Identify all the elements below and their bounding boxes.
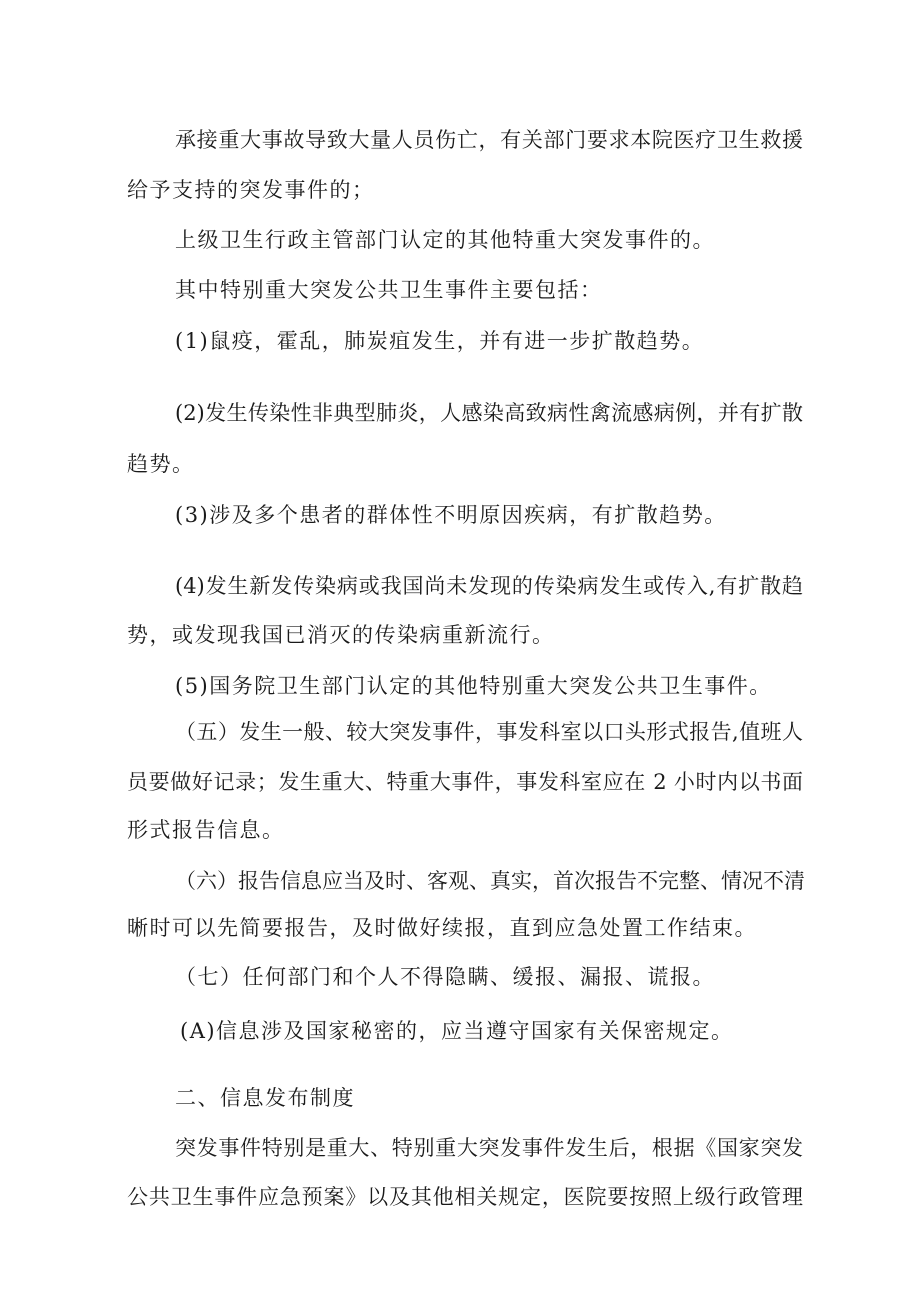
list-item: (1)鼠疫，霍乱，肺炭疽发生，并有进一步扩散趋势。 (175, 329, 705, 353)
list-item-line: (4)发生新发传染病或我国尚未发现的传染病发生或传入,有扩散趋 (175, 574, 803, 598)
paragraph-line: 承接重大事故导致大量人员伤亡，有关部门要求本院医疗卫生救援 (175, 128, 803, 152)
list-item-line: (2)发生传染性非典型肺炎，人感染高致病性禽流感病例，并有扩散 (175, 401, 803, 425)
section-line: （六）报告信息应当及时、客观、真实，首次报告不完整、情况不清 (175, 869, 805, 893)
list-item-line: 趋势。 (127, 452, 195, 476)
section-line: （七）任何部门和个人不得隐瞒、缓报、漏报、谎报。 (175, 965, 715, 989)
list-item: (3)涉及多个患者的群体性不明原因疾病，有扩散趋势。 (175, 503, 727, 527)
section-line: 形式报告信息。 (127, 818, 285, 842)
section-line: (A)信息涉及国家秘密的，应当遵守国家有关保密规定。 (180, 1019, 734, 1043)
section-heading: 二、信息发布制度 (175, 1086, 355, 1110)
section-line: （五）发生一般、较大突发事件，事发科室以口头形式报告,值班人 (175, 720, 803, 744)
section-line: 晰时可以先简要报告，及时做好续报，直到应急处置工作结束。 (127, 916, 757, 940)
section-line: 员要做好记录；发生重大、特重大事件，事发科室应在 2 小时内以书面 (127, 770, 803, 794)
paragraph-line: 突发事件特别是重大、特别重大突发事件发生后，根据《国家突发 (175, 1136, 803, 1160)
paragraph-line: 公共卫生事件应急预案》以及其他相关规定，医院要按照上级行政管理 (127, 1185, 803, 1209)
paragraph-line: 给予支持的突发事件的； (127, 178, 375, 202)
list-item: (5)国务院卫生部门认定的其他特别重大突发公共卫生事件。 (175, 674, 772, 698)
paragraph-line: 上级卫生行政主管部门认定的其他特重大突发事件的。 (175, 228, 715, 252)
list-item-line: 势，或发现我国已消灭的传染病重新流行。 (127, 623, 555, 647)
paragraph-line: 其中特别重大突发公共卫生事件主要包括： (175, 278, 603, 302)
